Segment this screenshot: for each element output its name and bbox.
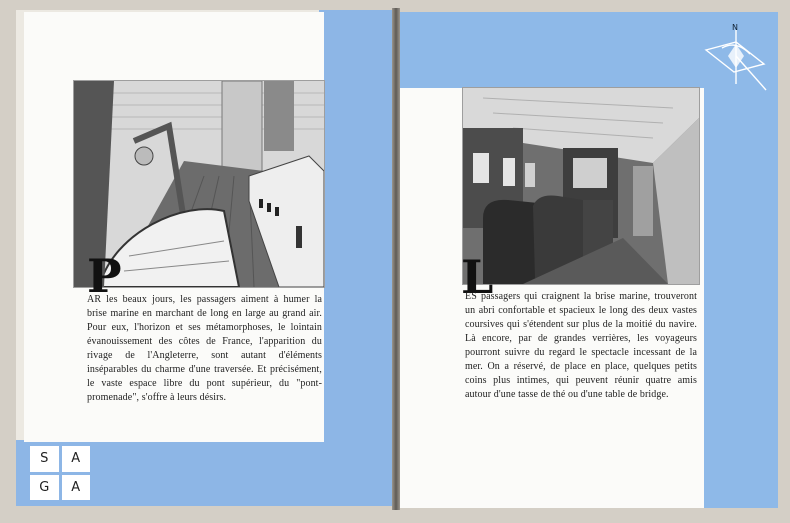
right-paragraph: ES passagers qui craignent la brise marine, trouveront un abri confortable et spacieux le long des deux vastes coursives qui s'étendent sur plus de la moitié du navire. Là encore, par de grandes verrières, les voyageurs pourront suivre du regard le spectacle incessant de la mer. On a réservé, de place en place, quelques petits coins plus intimes, qui peuvent réunir quatre amis autour d'une tasse de thé ou d'une table de bridge. xyxy=(465,291,697,400)
compass-icon xyxy=(700,20,772,94)
logo-letter: A xyxy=(62,475,91,501)
logo-letter: A xyxy=(62,446,91,472)
logo-letter: S xyxy=(30,446,59,472)
book-gutter xyxy=(392,8,400,510)
left-page-blue-strip xyxy=(319,10,394,506)
compass-north-label: N xyxy=(732,23,738,32)
drop-cap-left: P xyxy=(87,249,122,303)
promenade-photo xyxy=(462,87,700,285)
left-paragraph: AR les beaux jours, les passagers aiment à humer la brise marine en marchant de long en large au grand air. Pour eux, l'horizon et ses métamorphoses, le lointain évanouissement des côtes de France, l'apparition du rivage de l'Angleterre, sont autant d'éléments inséparables du charme d'une traversée. Et précisément, le vaste espace libre du pont supérieur, du "pont-promenade", s'offre à leurs désirs. xyxy=(87,294,322,403)
drop-cap-right: L xyxy=(461,250,494,304)
saga-logo xyxy=(30,446,90,500)
logo-letter: G xyxy=(30,475,59,501)
